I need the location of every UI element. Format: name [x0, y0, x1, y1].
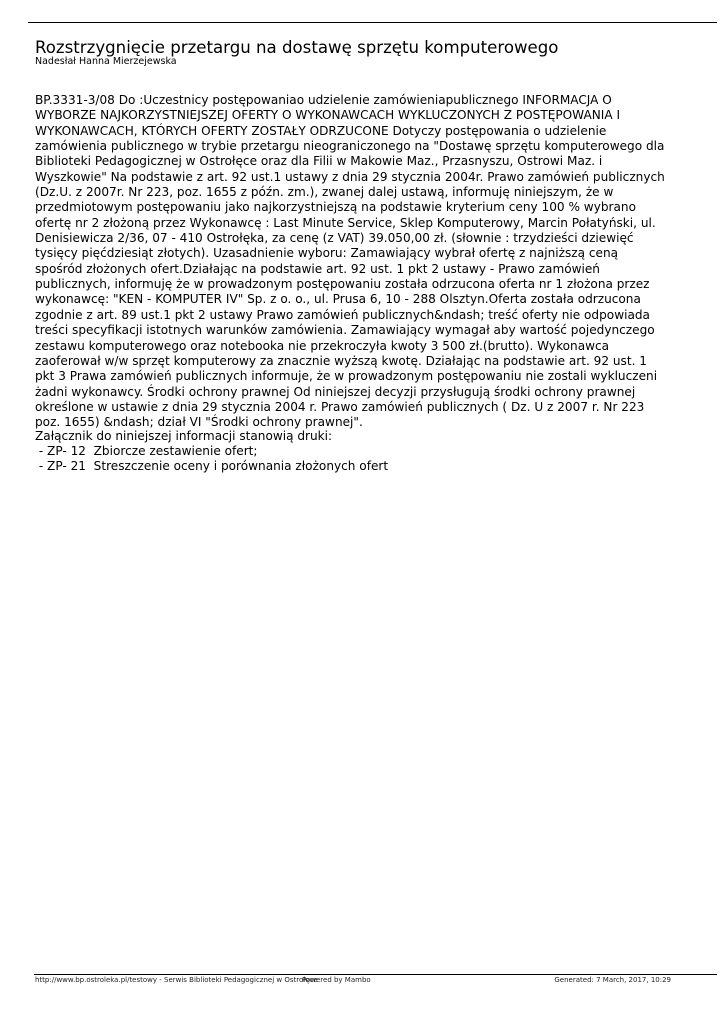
top-rule	[28, 22, 717, 23]
attachments-intro: Załącznik do niniejszej informacji stanowią druki:	[35, 429, 333, 443]
footer-powered-by: Powered by Mambo	[302, 976, 371, 984]
attachments-list	[35, 444, 388, 475]
footer-site-link[interactable]: http://www.bp.ostroleka.pl/testowy - Serwis Biblioteki Pedagogicznej w Ostrołęce	[35, 976, 318, 984]
page-title: Rozstrzygnięcie przetargu na dostawę sprzętu komputerowego	[35, 38, 559, 57]
list-item: - ZP- 21 Streszczenie oceny i porównania złożonych ofert	[35, 459, 389, 474]
footer-generated-date: Generated: 7 March, 2017, 10:29	[554, 976, 671, 984]
article-body: BP.3331-3/08 Do :Uczestnicy postępowaniao udzielenie zamówieniapublicznego INFORMACJA O WYBORZE NAJKORZYSTNIEJSZEJ OFERTY O WYKONAWCACH WYKLUCZONYCH Z POSTĘPOWANIA I WYKONAWCACH, KTÓRYCH OFERTY ZOSTAŁY ODRZUCONE Dotyczy postępowania o udzielenie zamówienia publicznego w trybie przetargu nieograniczonego na "Dostawę sprzętu komputerowego dla Biblioteki Pedagogicznej w Ostrołęce oraz dla Filii w Makowie Maz., Przasnyszu, Ostrowi Maz. i Wyszkowie" Na podstawie z art. 92 ust.1 ustawy z dnia 29 stycznia 2004r. Prawo zamówień publicznych (Dz.U. z 2007r. Nr 223, poz. 1655 z późn. zm.), zwanej dalej ustawą, informuję niniejszym, że w przedmiotowym postępowaniu jako najkorzystniejszą na podstawie kryterium ceny 100 % wybrano ofertę nr 2 złożoną przez Wykonawcę : Last Minute Service, Sklep Komputerowy, Marcin Połatyński, ul. Denisiewicza 2/36, 07 - 410 Ostrołęka, za cenę (z VAT) 39.050,00 zł. (słownie : trzydzieści dziewięć tysięcy pięćdziesiąt złotych). Uzasadnienie wyboru: Zamawiający wybrał ofertę z najniższą ceną spośród złożonych ofert.Działając na podstawie art. 92 ust. 1 pkt 2 ustawy - Prawo zamówień publicznych, informuję że w prowadzonym postępowaniu została odrzucona oferta nr 1 złożona przez wykonawcę: "KEN - KOMPUTER IV" Sp. z o. o., ul. Prusa 6, 10 - 288 Olsztyn.Oferta została odrzucona zgodnie z art. 89 ust.1 pkt 2 ustawy Prawo zamówień publicznych&ndash; treść oferty nie odpowiada treści specyfikacji istotnych warunków zamówienia. Zamawiający wymagał aby wartość pojedynczego zestawu komputerowego oraz notebooka nie przekroczyła kwoty 3 500 zł.(brutto). Wykonawca zaoferował w/w sprzęt komputerowy za znacznie wyższą kwotę. Działając na podstawie art. 92 ust. 1 pkt 3 Prawa zamówień publicznych informuje, że w prowadzonym postępowaniu nie zostali wykluczeni żadni wykonawcy. Środki ochrony prawnej Od niniejszej decyzji przysługują środki ochrony prawnej określone w ustawie z dnia 29 stycznia 2004 r. Prawo zamówień publicznych ( Dz. U z 2007 r. Nr 223 poz. 1655) &ndash; dział VI "Środki ochrony prawnej".	[35, 93, 665, 430]
list-item: - ZP- 12 Zbiorcze zestawienie ofert;	[35, 444, 258, 458]
footer-rule	[34, 974, 717, 975]
author-line: Nadesłał Hanna Mierzejewska	[35, 56, 177, 67]
